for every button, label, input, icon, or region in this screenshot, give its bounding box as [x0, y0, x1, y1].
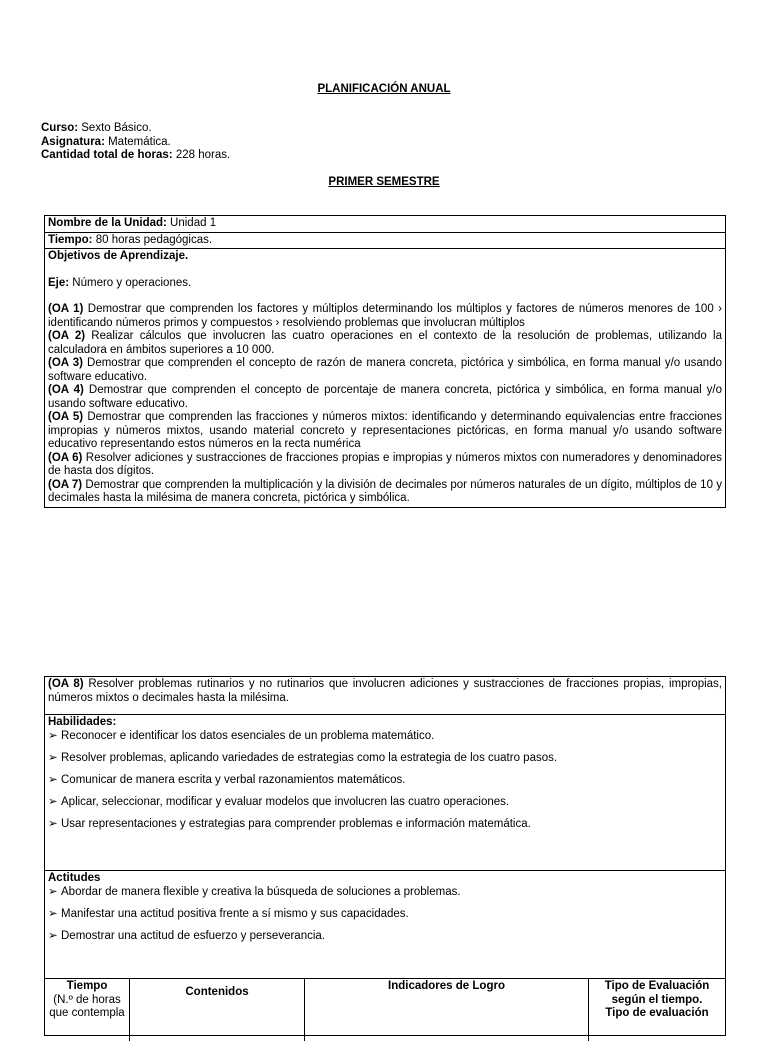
list-item: ➢ Usar representaciones y estrategias para comprender problemas e información matemática.	[48, 817, 531, 830]
arrow-bullet-icon: ➢	[48, 795, 58, 808]
evaluation-table	[45, 979, 725, 1041]
actitudes-heading: Actitudes	[48, 872, 101, 884]
habilidades-heading: Habilidades:	[48, 716, 117, 728]
arrow-bullet-icon: ➢	[48, 817, 58, 830]
actitudes-cell	[45, 871, 725, 979]
indicadores-header: Indicadores de Logro	[305, 979, 589, 1041]
list-item: ➢ Reconocer e identificar los datos esenciales de un problema matemático.	[48, 729, 435, 742]
unit-table	[44, 215, 726, 508]
course-info	[41, 122, 230, 163]
horas-line: Cantidad total de horas: 228 horas.	[41, 149, 231, 161]
habilidades-cell	[45, 715, 725, 871]
oa-item: (OA 6) Resolver adiciones y sustracciones de fracciones propias e impropias y números mixtos con numeradores y denominadores de hasta dos dígitos.	[48, 451, 722, 477]
arrow-bullet-icon: ➢	[48, 729, 58, 742]
arrow-bullet-icon: ➢	[48, 929, 58, 942]
tipo-evaluacion-header: Tipo de Evaluación según el tiempo. Tipo de evaluación	[589, 979, 726, 1041]
oa-item: (OA 2) Realizar cálculos que involucren las cuatro operaciones en el contexto de la resolución de problemas, utilizando la calculadora en ámbitos superiores a 10 000.	[48, 330, 722, 356]
list-item: ➢ Abordar de manera flexible y creativa la búsqueda de soluciones a problemas.	[48, 885, 461, 898]
continuation-table	[44, 676, 726, 1036]
list-item: ➢ Resolver problemas, aplicando variedades de estrategias como la estrategia de los cuatro pasos.	[48, 751, 558, 764]
asignatura-line: Asignatura: Matemática.	[41, 135, 171, 148]
list-item: ➢ Aplicar, seleccionar, modificar y evaluar modelos que involucren las cuatro operaciones.	[48, 795, 510, 808]
page-title: PLANIFICACIÓN ANUAL	[317, 83, 451, 95]
tiempo-header: Tiempo (N.º de horas que contempla	[49, 980, 125, 1019]
contenidos-header: Contenidos	[130, 979, 305, 1041]
unit-name-row: Nombre de la Unidad: Unidad 1	[45, 216, 725, 233]
oa-item: (OA 7) Demostrar que comprenden la multiplicación y la división de decimales por números naturales de un dígito, múltiplos de 10 y decimales hasta la milésima de manera concreta, pictórica y simbólica.	[48, 478, 722, 504]
eje-line: Eje: Número y operaciones.	[48, 276, 192, 289]
arrow-bullet-icon: ➢	[48, 773, 58, 786]
evaluation-header-row	[45, 979, 725, 1039]
curso-line: Curso: Sexto Básico.	[41, 122, 152, 134]
oa-item: (OA 1) Demostrar que comprenden los factores y múltiplos determinando los múltiplos y factores de números menores de 100 › identificando números primos y compuestos › resolviendo problemas que involucran múltiplos	[48, 303, 722, 329]
arrow-bullet-icon: ➢	[48, 907, 58, 920]
oa-item: (OA 5) Demostrar que comprenden las fracciones y números mixtos: identificando y determinando equivalencias entre fracciones impropias y números mixtos, usando material concreto y representaciones pictóricas, en forma manual y/o usando software educativo representando estos números en la recta numérica	[48, 411, 722, 450]
list-item: ➢ Comunicar de manera escrita y verbal razonamientos matemáticos.	[48, 773, 406, 786]
arrow-bullet-icon: ➢	[48, 885, 58, 898]
arrow-bullet-icon: ➢	[48, 751, 58, 764]
oa-item: (OA 3) Demostrar que comprenden el concepto de razón de manera concreta, pictórica y simbólica, en forma manual y/o usando software educativo.	[48, 357, 722, 383]
oa-item: (OA 4) Demostrar que comprenden el concepto de porcentaje de manera concreta, pictórica y simbólica, en forma manual y/o usando software educativo.	[48, 384, 722, 410]
list-item: ➢ Manifestar una actitud positiva frente a sí mismo y sus capacidades.	[48, 907, 409, 920]
unit-time-row: Tiempo: 80 horas pedagógicas.	[45, 233, 725, 250]
semester-title: PRIMER SEMESTRE	[328, 176, 440, 188]
list-item: ➢ Demostrar una actitud de esfuerzo y perseverancia.	[48, 929, 325, 942]
oa8-row: (OA 8) Resolver problemas rutinarios y no rutinarios que involucren adiciones y sustracciones de fracciones propias, impropias, números mixtos o decimales hasta la milésima.	[45, 677, 725, 715]
objectives-cell	[45, 249, 725, 507]
objectives-heading: Objetivos de Aprendizaje.	[48, 250, 189, 262]
